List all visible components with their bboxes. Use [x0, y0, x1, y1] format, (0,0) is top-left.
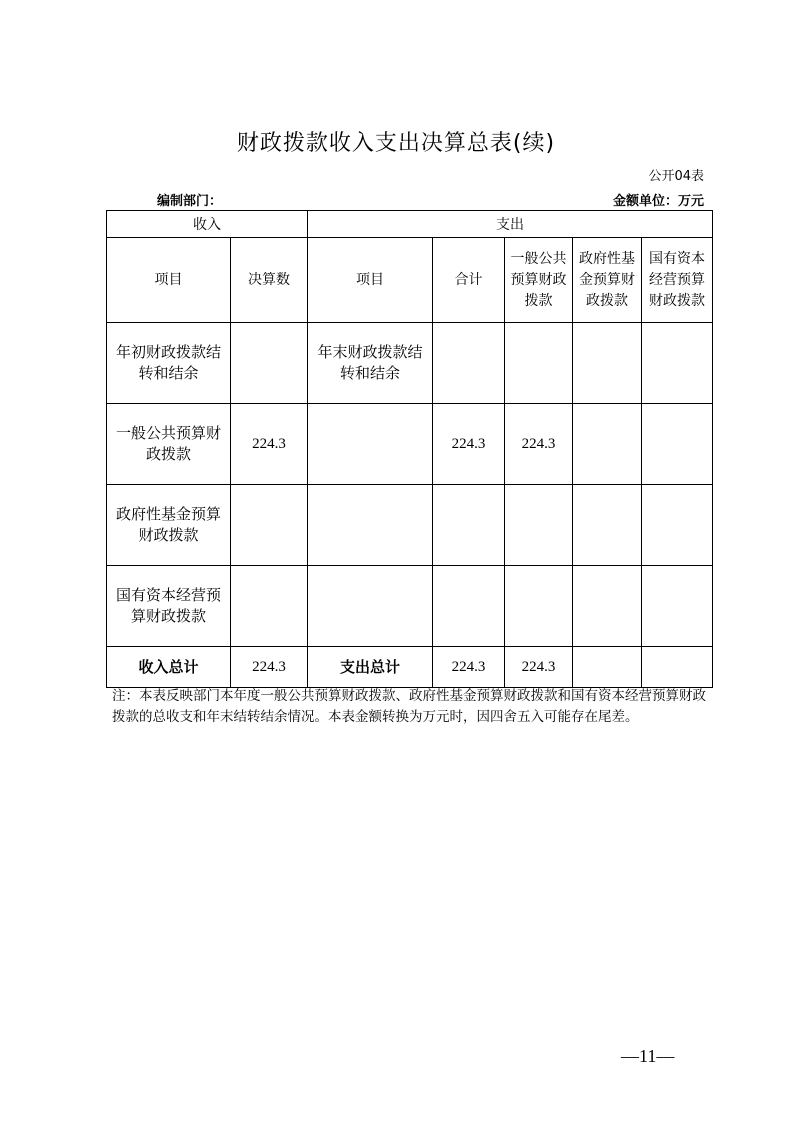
header-state-capital: 国有资本经营预算财政拨款	[642, 238, 713, 323]
expense-item-cell: 年末财政拨款结转和结余	[308, 323, 433, 404]
expense-group-header: 支出	[308, 211, 713, 238]
general-budget-total: 224.3	[505, 647, 573, 688]
general-budget-cell	[505, 323, 573, 404]
header-expense-total: 合计	[433, 238, 505, 323]
gov-fund-cell	[573, 404, 642, 485]
state-capital-cell	[642, 323, 713, 404]
page-number: —11—	[621, 1046, 675, 1066]
header-income-amount: 决算数	[231, 238, 308, 323]
state-capital-cell	[642, 485, 713, 566]
general-budget-cell: 224.3	[505, 404, 573, 485]
form-code: 公开04表	[648, 169, 704, 184]
page-title: 财政拨款收入支出决算总表(续)	[236, 131, 556, 156]
gov-fund-total	[573, 647, 642, 688]
income-amount-cell	[231, 485, 308, 566]
expense-total-cell	[433, 566, 505, 647]
column-header-row	[107, 238, 713, 323]
table-row	[107, 323, 713, 404]
income-item-cell: 国有资本经营预算财政拨款	[107, 566, 231, 647]
state-capital-cell	[642, 566, 713, 647]
expense-item-cell	[308, 485, 433, 566]
state-capital-cell	[642, 404, 713, 485]
income-amount-cell: 224.3	[231, 404, 308, 485]
unit-label: 金额单位：万元	[612, 194, 704, 209]
expense-total-cell: 224.3	[433, 404, 505, 485]
gov-fund-cell	[573, 566, 642, 647]
expense-item-cell	[308, 566, 433, 647]
income-item-cell: 政府性基金预算财政拨款	[107, 485, 231, 566]
income-total-label: 收入总计	[107, 647, 231, 688]
budget-table	[106, 210, 713, 688]
expense-total-amount: 224.3	[433, 647, 505, 688]
expense-item-cell	[308, 404, 433, 485]
expense-total-label: 支出总计	[308, 647, 433, 688]
general-budget-cell	[505, 485, 573, 566]
table-row	[107, 566, 713, 647]
table-row	[107, 404, 713, 485]
income-amount-cell	[231, 566, 308, 647]
income-item-cell: 一般公共预算财政拨款	[107, 404, 231, 485]
expense-total-cell	[433, 485, 505, 566]
state-capital-total	[642, 647, 713, 688]
table-row	[107, 485, 713, 566]
general-budget-cell	[505, 566, 573, 647]
expense-total-cell	[433, 323, 505, 404]
income-group-header: 收入	[107, 211, 308, 238]
table-note: 注：本表反映部门本年度一般公共预算财政拨款、政府性基金预算财政拨款和国有资本经营预算财政拨款的总收支和年末结转结余情况。本表金额转换为万元时，因四舍五入可能存在尾差。	[112, 688, 706, 725]
header-gov-fund: 政府性基金预算财政拨款	[573, 238, 642, 323]
dept-label: 编制部门：	[157, 194, 223, 209]
income-item-cell: 年初财政拨款结转和结余	[107, 323, 231, 404]
header-income-item: 项目	[107, 238, 231, 323]
income-total-amount: 224.3	[231, 647, 308, 688]
header-general-budget: 一般公共预算财政拨款	[505, 238, 573, 323]
income-amount-cell	[231, 323, 308, 404]
gov-fund-cell	[573, 485, 642, 566]
totals-row	[107, 647, 713, 688]
header-expense-item: 项目	[308, 238, 433, 323]
group-header-row	[107, 211, 713, 238]
gov-fund-cell	[573, 323, 642, 404]
